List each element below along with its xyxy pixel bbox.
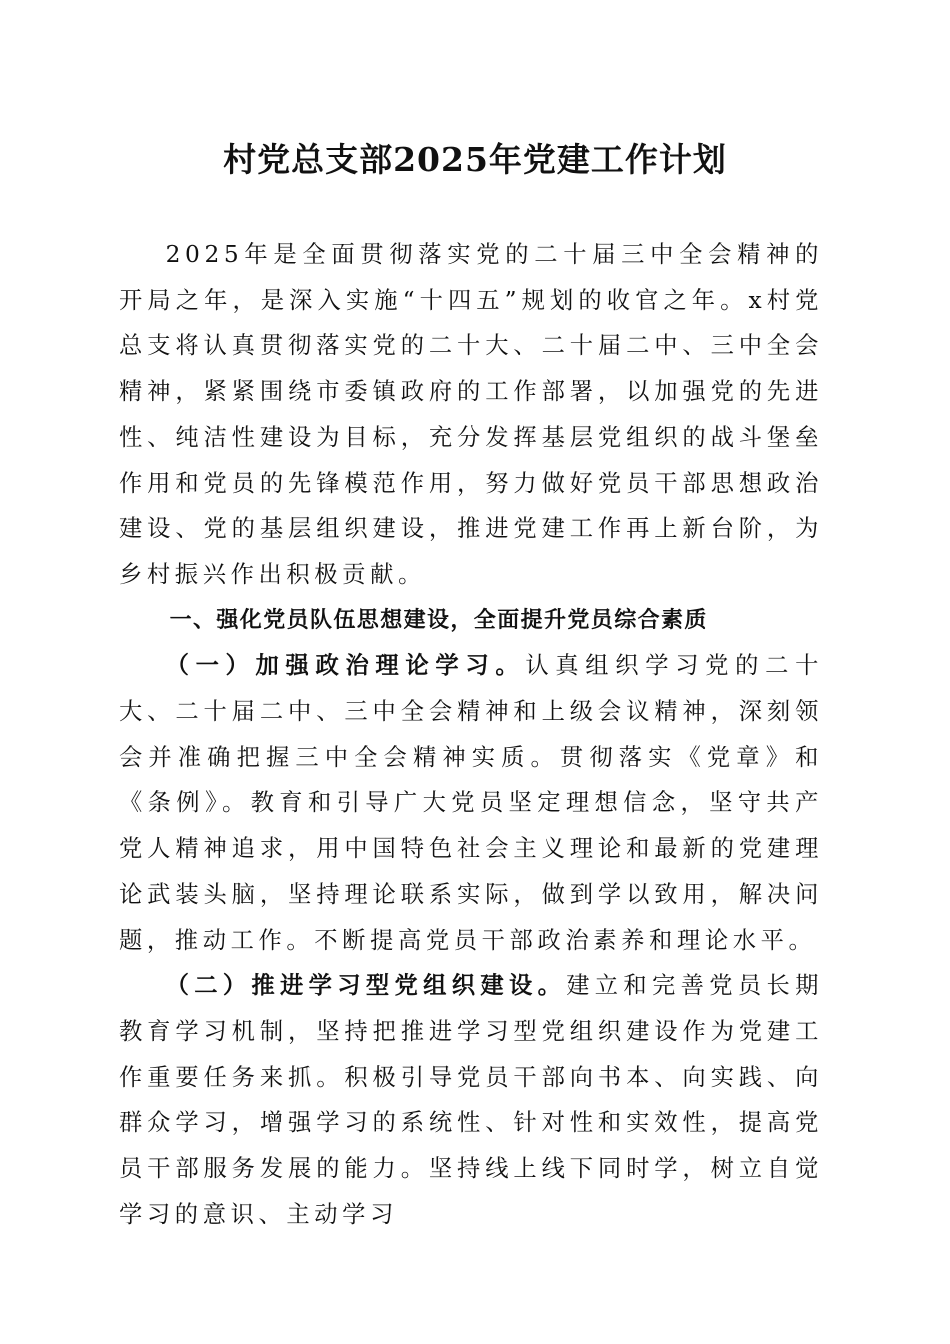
item-text: 建立和完善党员长期教育学习机制，坚持把推进学习型党组织建设作为党建工作重要任务来抓。积极引导党员干部向书本、向实践、向群众学习，增强学习的系统性、针对性和实效性，提高党员干部服务发展的能力。坚持线上线下同时学，树立自觉学习的意识、主动学习	[119, 972, 823, 1228]
intro-paragraph: 2025年是全面贯彻落实党的二十届三中全会精神的开局之年，是深入实施“十四五”规划的收官之年。x村党总支将认真贯彻落实党的二十大、二十届二中、三中全会精神，紧紧围绕市委镇政府的工作部署，以加强党的先进性、纯洁性建设为目标，充分发挥基层党组织的战斗堡垒作用和党员的先锋模范作用，努力做好党员干部思想政治建设、党的基层组织建设，推进党建工作再上新台阶，为乡村振兴作出积极贡献。	[119, 241, 823, 588]
item-lead: （二）推进学习型党组织建设。	[165, 972, 567, 1000]
item-paragraph	[119, 963, 823, 1237]
page-title: 村党总支部2025年党建工作计划	[223, 140, 727, 179]
item-text: 认真组织学习党的二十大、二十届二中、三中全会精神和上级会议精神，深刻领会并准确把握三中全会精神实质。贯彻落实《党章》和《条例》。教育和引导广大党员坚定理想信念，坚守共产党人精神追求，用中国特色社会主义理论和最新的党建理论武装头脑，坚持理论联系实际，做到学以致用，解决问题，推动工作。不断提高党员干部政治素养和理论水平。	[119, 652, 823, 954]
document-body	[119, 232, 823, 1237]
section-heading: 一、强化党员队伍思想建设，全面提升党员综合素质	[169, 607, 708, 633]
item-paragraph	[119, 643, 823, 963]
item-lead: （一）加强政治理论学习。	[165, 652, 526, 680]
